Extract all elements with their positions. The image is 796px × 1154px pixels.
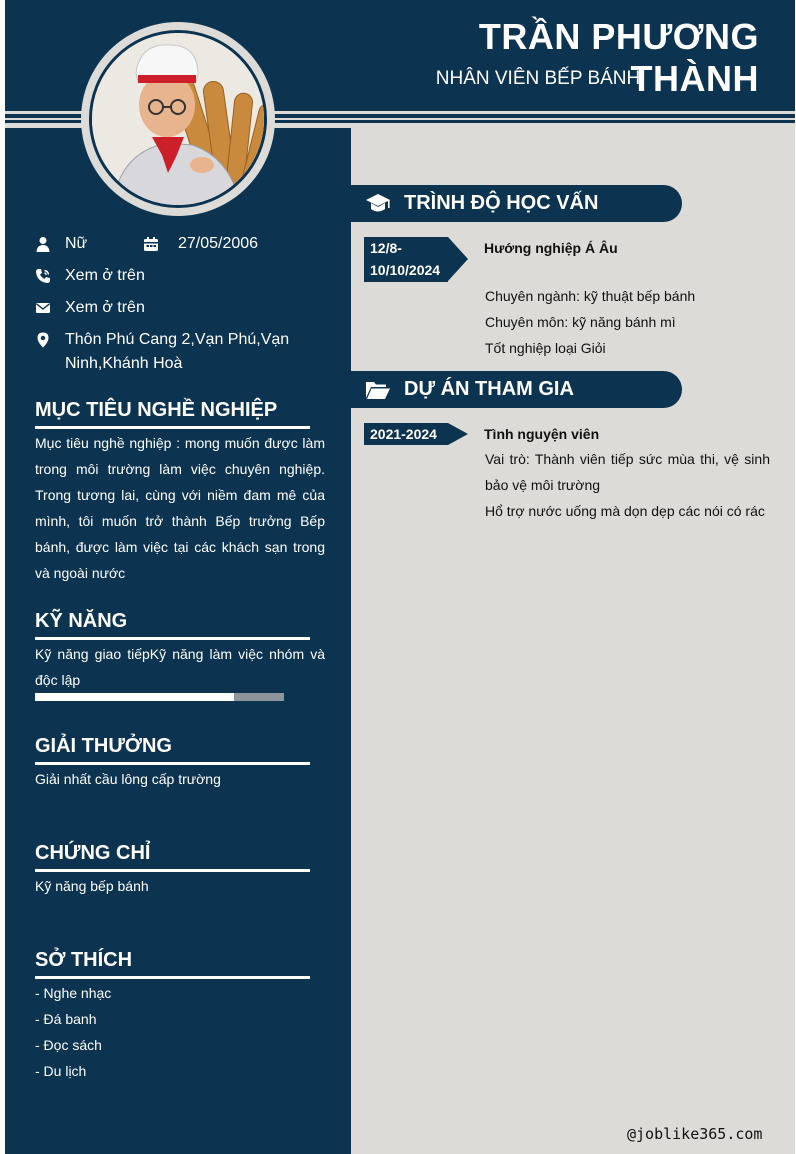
hobby-item: - Du lịch bbox=[35, 1063, 87, 1079]
skill-level-bar bbox=[35, 693, 284, 701]
objective-rule bbox=[35, 426, 310, 429]
envelope-icon bbox=[35, 300, 51, 316]
avatar-photo bbox=[92, 33, 267, 208]
education-date-tag bbox=[364, 237, 448, 282]
projects-header bbox=[351, 371, 682, 408]
calendar-icon bbox=[143, 236, 159, 252]
certificates-title: CHỨNG CHỈ bbox=[35, 842, 151, 864]
education-date-start: 12/8- bbox=[370, 240, 402, 256]
hobby-item: - Đá banh bbox=[35, 1011, 97, 1027]
project-name: Tình nguyện viên bbox=[484, 426, 600, 442]
project-detail: Hổ trợ nước uống mà dọn dẹp các nói có rác bbox=[485, 503, 765, 519]
hobbies-title: SỞ THÍCH bbox=[35, 949, 133, 971]
project-date-arrow bbox=[448, 423, 468, 445]
phone-icon bbox=[35, 268, 51, 284]
project-date-tag bbox=[364, 423, 448, 445]
education-line: Tốt nghiệp loại Giỏi bbox=[485, 340, 606, 356]
objective-title: MỤC TIÊU NGHỀ NGHIỆP bbox=[35, 399, 278, 421]
cv-page: TRẦN PHƯƠNG THÀNH NHÂN VIÊN BẾP BÁNH Nữ 27/05/2006 Xem ở trên Xem ở trên Thôn Phú Cang 2,Vạn Phú,Vạn Ninh,Khánh Hoà MỤC TIÊU NGHỀ NGHIỆP Mục tiêu nghề nghiệp : mong muốn được làm trong môi trường làm việc chuyên nghiệp. Trong tương lai, cùng với niềm đam mê của mình, tôi muốn trở thành Bếp trưởng Bếp bánh, được làm việc tại các khách sạn trong và ngoài nước KỸ NĂNG Kỹ năng giao tiếpKỹ năng làm việc nhóm và độc lập GIẢI THƯỞNG Giải nhất cầu lông cấp trường CHỨNG CHỈ Kỹ năng bếp bánh SỞ THÍCH - Nghe nhạc - Đá banh - Đọc sách - Du lịch TRÌNH ĐỘ HỌC VẤN 12/8- 10/10/2024 Hướng nghiệp Á Âu Chuyên ngành: kỹ thuật bếp bánh Chuyên môn: kỹ năng bánh mì Tốt nghiệp loại Giỏi DỰ ÁN THAM GIA 2021-2024 Tình nguyện viên Vai trò: Thành viên tiếp sức mùa thi, vệ sinh bảo vệ môi trường Hổ trợ nước uống mà dọn dẹp các nói có rác @joblike365.com bbox=[5, 0, 795, 1154]
education-title: TRÌNH ĐỘ HỌC VẤN bbox=[404, 192, 599, 214]
hobby-item: - Đọc sách bbox=[35, 1037, 102, 1053]
awards-title: GIẢI THƯỞNG bbox=[35, 735, 172, 757]
candidate-name: TRẦN PHƯƠNG THÀNH bbox=[478, 16, 759, 99]
education-line: Chuyên môn: kỹ năng bánh mì bbox=[485, 314, 676, 330]
education-school: Hướng nghiệp Á Âu bbox=[484, 240, 618, 256]
objective-text: Mục tiêu nghề nghiệp : mong muốn được làm trong môi trường làm việc chuyên nghiệp. Trong tương lai, cùng với niềm đam mê của mình, tôi muốn trở thành Bếp trưởng Bếp bánh, được làm việc tại các khách sạn trong và ngoài nước bbox=[35, 435, 325, 581]
skills-rule bbox=[35, 637, 310, 640]
education-date-end: 10/10/2024 bbox=[370, 262, 441, 278]
awards-rule bbox=[35, 762, 310, 765]
hobbies-rule bbox=[35, 976, 310, 979]
hobby-item: - Nghe nhạc bbox=[35, 985, 112, 1001]
education-header bbox=[351, 185, 682, 222]
location-pin-icon bbox=[35, 332, 51, 348]
awards-text: Giải nhất cầu lông cấp trường bbox=[35, 771, 221, 787]
education-line: Chuyên ngành: kỹ thuật bếp bánh bbox=[485, 288, 696, 304]
watermark: @joblike365.com bbox=[627, 1125, 763, 1143]
project-role: Vai trò: Thành viên tiếp sức mùa thi, vệ sinh bảo vệ môi trường bbox=[485, 451, 770, 493]
certificates-rule bbox=[35, 869, 310, 872]
certificates-text: Kỹ năng bếp bánh bbox=[35, 878, 149, 894]
projects-title: DỰ ÁN THAM GIA bbox=[404, 378, 574, 400]
project-date: 2021-2024 bbox=[370, 426, 437, 442]
avatar bbox=[89, 30, 267, 208]
graduation-cap-icon bbox=[365, 191, 391, 217]
education-date-arrow bbox=[448, 237, 468, 281]
job-title: NHÂN VIÊN BẾP BÁNH bbox=[435, 68, 641, 89]
user-icon bbox=[35, 236, 51, 252]
skill-level-fill bbox=[35, 693, 234, 701]
folder-open-icon bbox=[365, 377, 391, 403]
skills-title: KỸ NĂNG bbox=[35, 610, 128, 632]
skills-text: Kỹ năng giao tiếpKỹ năng làm việc nhóm và độc lập bbox=[35, 646, 325, 688]
